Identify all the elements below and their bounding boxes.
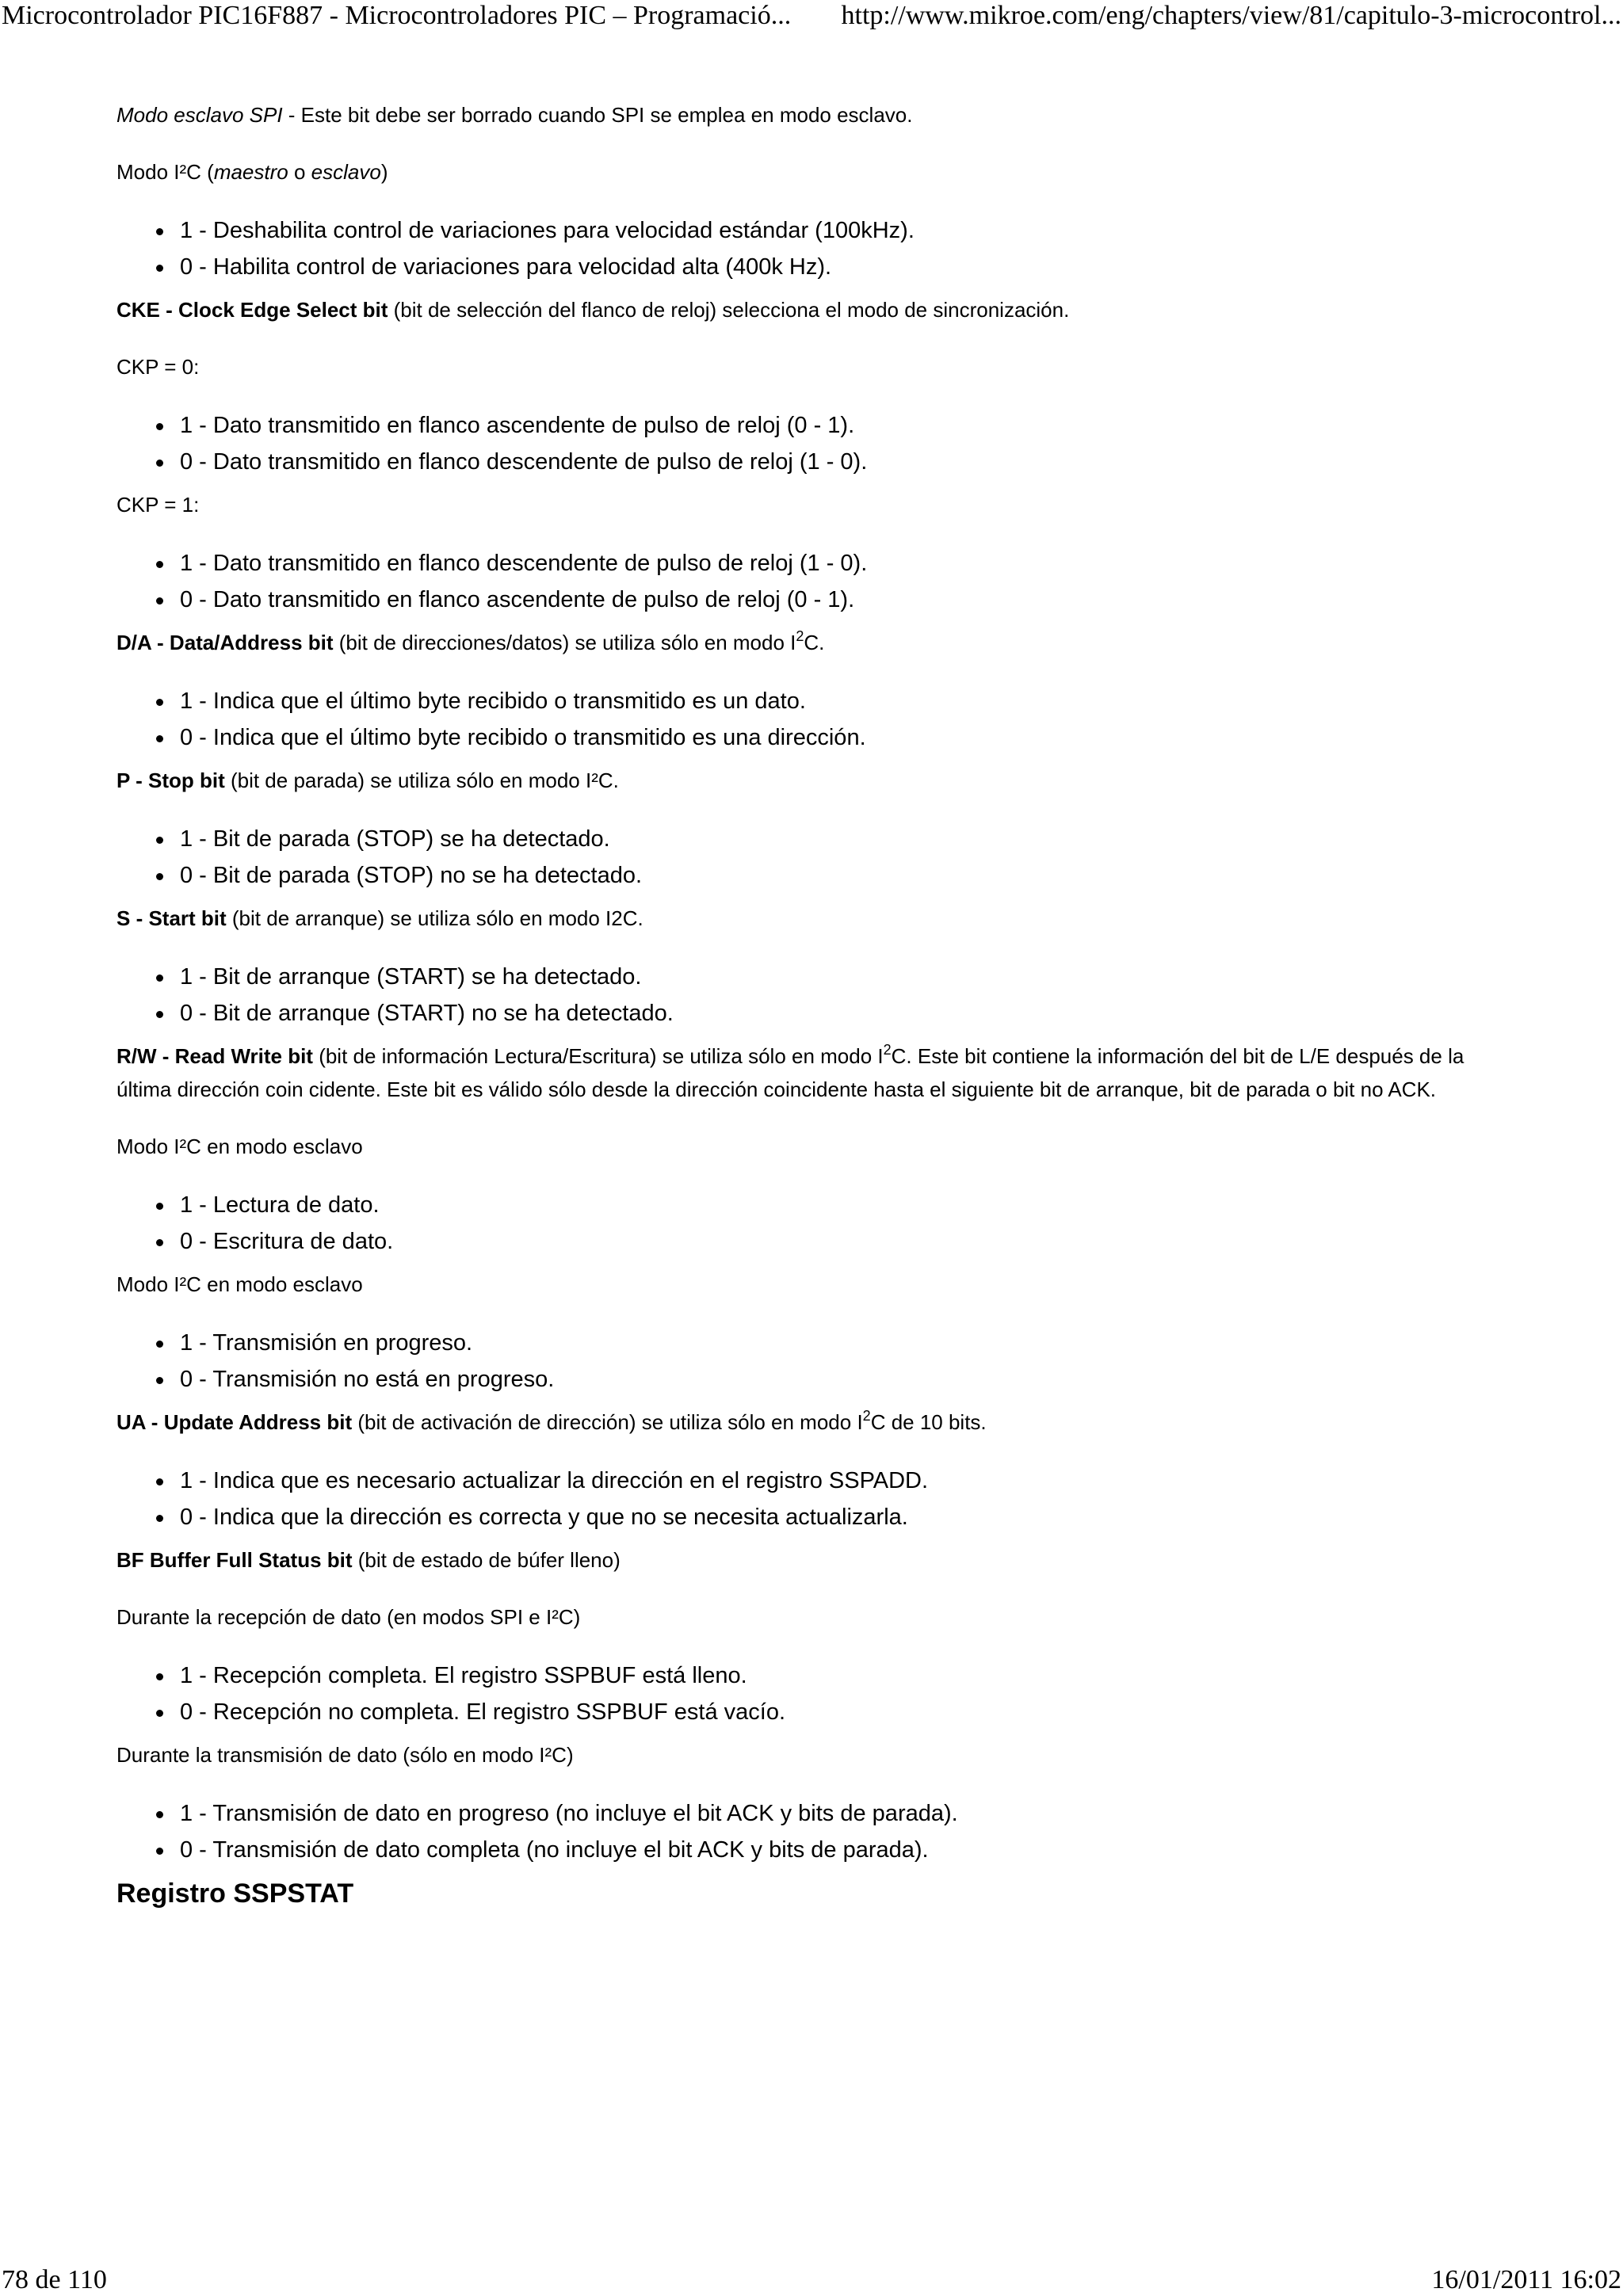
bullet-icon	[156, 1239, 163, 1246]
print-footer	[0, 2264, 1623, 2296]
list-item-text: 0 - Dato transmitido en flanco descendente de pulso de reloj (1 - 0).	[180, 449, 868, 475]
page-number: 78 de 110	[2, 2265, 107, 2294]
list-item-text: 1 - Dato transmitido en flanco descendente de pulso de reloj (1 - 0).	[180, 551, 868, 576]
ckp1-paragraph: CKP = 1:	[116, 493, 200, 517]
bullet-icon	[156, 460, 163, 467]
ckp1-list	[116, 545, 1511, 618]
i2c-mode-prefix: Modo I²C (	[116, 160, 214, 184]
bullet-icon	[156, 1515, 163, 1522]
list-item-text: 0 - Dato transmitido en flanco ascendente de pulso de reloj (0 - 1).	[180, 587, 855, 612]
list-item	[180, 959, 1511, 995]
list-item	[180, 1361, 1511, 1398]
da-text-a: (bit de direcciones/datos) se utiliza sólo en modo I	[333, 631, 796, 654]
list-item	[180, 1187, 1511, 1223]
rw-slave1-list	[116, 1187, 1511, 1260]
bullet-icon	[156, 1848, 163, 1855]
list-item	[180, 444, 1511, 480]
list-item-text: 1 - Transmisión en progreso.	[180, 1330, 473, 1356]
bf-rx-list	[116, 1657, 1511, 1730]
i2c-mode-paragraph	[116, 155, 1511, 189]
list-item-text: 0 - Bit de arranque (START) no se ha detectado.	[180, 1001, 674, 1026]
bf-paragraph	[116, 1543, 1511, 1577]
list-item	[180, 407, 1511, 444]
list-item-text: 1 - Transmisión de dato en progreso (no incluye el bit ACK y bits de parada).	[180, 1801, 958, 1826]
list-item-text: 0 - Recepción no completa. El registro SSPBUF está vacío.	[180, 1699, 786, 1725]
p-text: (bit de parada) se utiliza sólo en modo I²C.	[224, 769, 619, 792]
bullet-icon	[156, 699, 163, 706]
list-item	[180, 995, 1511, 1032]
s-paragraph	[116, 902, 1511, 935]
bullet-icon	[156, 1673, 163, 1680]
list-item-text: 1 - Lectura de dato.	[180, 1192, 380, 1218]
rw-paragraph	[116, 1039, 1511, 1106]
list-item-text: 0 - Habilita control de variaciones para velocidad alta (400k Hz).	[180, 254, 832, 280]
cke-term: CKE - Clock Edge Select bit	[116, 298, 388, 322]
ckp0-list	[116, 407, 1511, 480]
list-item-text: 0 - Indica que el último byte recibido o transmitido es una dirección.	[180, 725, 866, 750]
list-item-text: 1 - Bit de arranque (START) se ha detectado.	[180, 964, 642, 990]
bullet-icon	[156, 423, 163, 430]
i2c-mode-slave: esclavo	[311, 160, 381, 184]
bullet-icon	[156, 561, 163, 568]
rw-sup: 2	[883, 1042, 892, 1058]
da-list	[116, 683, 1511, 756]
list-item	[180, 1795, 1511, 1832]
list-item-text: 0 - Transmisión no está en progreso.	[180, 1367, 555, 1392]
s-text: (bit de arranque) se utiliza sólo en modo I2C.	[226, 906, 643, 930]
rw-slave1-paragraph: Modo I²C en modo esclavo	[116, 1135, 363, 1158]
list-item	[180, 1325, 1511, 1361]
bullet-icon	[156, 1710, 163, 1717]
bullet-icon	[156, 873, 163, 880]
i2c-mode-master: maestro	[213, 160, 288, 184]
list-item-text: 0 - Bit de parada (STOP) no se ha detectado.	[180, 863, 643, 888]
da-term: D/A - Data/Address bit	[116, 631, 334, 654]
bf-text: (bit de estado de búfer lleno)	[352, 1548, 621, 1572]
list-item-text: 1 - Recepción completa. El registro SSPBUF está lleno.	[180, 1663, 747, 1688]
bf-term: BF Buffer Full Status bit	[116, 1548, 353, 1572]
print-header	[0, 0, 1623, 32]
list-item	[180, 1657, 1511, 1694]
bullet-icon	[156, 735, 163, 742]
da-text-b: C.	[804, 631, 825, 654]
list-item	[180, 212, 1511, 249]
bullet-icon	[156, 974, 163, 982]
list-item-text: 0 - Indica que la dirección es correcta y que no se necesita actualizarla.	[180, 1505, 908, 1530]
list-item	[180, 1832, 1511, 1868]
bf-tx-paragraph: Durante la transmisión de dato (sólo en modo I²C)	[116, 1743, 574, 1767]
ua-text-a: (bit de activación de dirección) se utiliza sólo en modo I	[352, 1410, 863, 1434]
p-list	[116, 821, 1511, 894]
bullet-icon	[156, 265, 163, 272]
ua-term: UA - Update Address bit	[116, 1410, 353, 1434]
spi-slave-text: - Este bit debe ser borrado cuando SPI se emplea en modo esclavo.	[282, 103, 913, 127]
bullet-icon	[156, 228, 163, 235]
s-term: S - Start bit	[116, 906, 227, 930]
list-item	[180, 857, 1511, 894]
list-item-text: 0 - Escritura de dato.	[180, 1229, 394, 1254]
print-header-title: Microcontrolador PIC16F887 - Microcontroladores PIC – Programació...	[2, 1, 792, 30]
list-item-text: 1 - Deshabilita control de variaciones para velocidad estándar (100kHz).	[180, 218, 915, 243]
ckp0-paragraph: CKP = 0:	[116, 355, 200, 379]
ua-paragraph	[116, 1405, 1511, 1439]
s-list	[116, 959, 1511, 1032]
print-datetime: 16/01/2011 16:02	[1431, 2265, 1621, 2294]
bf-rx-paragraph: Durante la recepción de dato (en modos SPI e I²C)	[116, 1605, 581, 1629]
i2c-mode-list	[116, 212, 1511, 285]
p-term: P - Stop bit	[116, 769, 225, 792]
i2c-mode-suffix: )	[380, 160, 388, 184]
document-content	[116, 98, 1511, 1911]
list-item	[180, 1223, 1511, 1260]
list-item	[180, 821, 1511, 857]
bullet-icon	[156, 1811, 163, 1818]
list-item-text: 1 - Indica que el último byte recibido o transmitido es un dato.	[180, 688, 806, 714]
rw-text-b: C. Este bit contiene la información del bit de L/E después de la última dirección coin cidente. Este bit es válido sólo desde la dirección coincidente hasta el siguiente bit de arranque, bit de parada o bit no ACK.	[116, 1044, 1465, 1101]
rw-slave2-paragraph: Modo I²C en modo esclavo	[116, 1272, 363, 1296]
rw-text-a: (bit de información Lectura/Escritura) se utiliza sólo en modo I	[312, 1044, 884, 1068]
list-item-text: 1 - Indica que es necesario actualizar la dirección en el registro SSPADD.	[180, 1468, 929, 1493]
i2c-mode-or: o	[288, 160, 311, 184]
list-item-text: 0 - Transmisión de dato completa (no incluye el bit ACK y bits de parada).	[180, 1837, 929, 1863]
print-header-url: http://www.mikroe.com/eng/chapters/view/81/capitulo-3-microcontrol...	[841, 1, 1621, 30]
section-heading: Registro SSPSTAT	[116, 1878, 354, 1909]
cke-text: (bit de selección del flanco de reloj) selecciona el modo de sincronización.	[388, 298, 1070, 322]
ua-text-b: C de 10 bits.	[870, 1410, 987, 1434]
list-item	[180, 1694, 1511, 1730]
list-item	[180, 719, 1511, 756]
bullet-icon	[156, 1011, 163, 1018]
list-item	[180, 545, 1511, 582]
ua-list	[116, 1463, 1511, 1535]
bullet-icon	[156, 1341, 163, 1348]
list-item-text: 1 - Bit de parada (STOP) se ha detectado.	[180, 826, 610, 852]
ua-sup: 2	[862, 1408, 871, 1424]
list-item	[180, 683, 1511, 719]
bullet-icon	[156, 1203, 163, 1210]
da-sup: 2	[796, 628, 804, 644]
rw-term: R/W - Read Write bit	[116, 1044, 313, 1068]
p-paragraph	[116, 764, 1511, 797]
list-item	[180, 582, 1511, 618]
list-item-text: 1 - Dato transmitido en flanco ascendente de pulso de reloj (0 - 1).	[180, 413, 855, 438]
spi-slave-paragraph	[116, 98, 1511, 132]
list-item	[180, 1463, 1511, 1499]
bf-tx-list	[116, 1795, 1511, 1868]
list-item	[180, 249, 1511, 285]
bullet-icon	[156, 1377, 163, 1384]
da-paragraph	[116, 626, 1511, 659]
spi-slave-term: Modo esclavo SPI	[116, 103, 283, 127]
bullet-icon	[156, 837, 163, 844]
rw-slave2-list	[116, 1325, 1511, 1398]
bullet-icon	[156, 1478, 163, 1486]
list-item	[180, 1499, 1511, 1535]
bullet-icon	[156, 597, 163, 605]
cke-paragraph	[116, 293, 1511, 326]
